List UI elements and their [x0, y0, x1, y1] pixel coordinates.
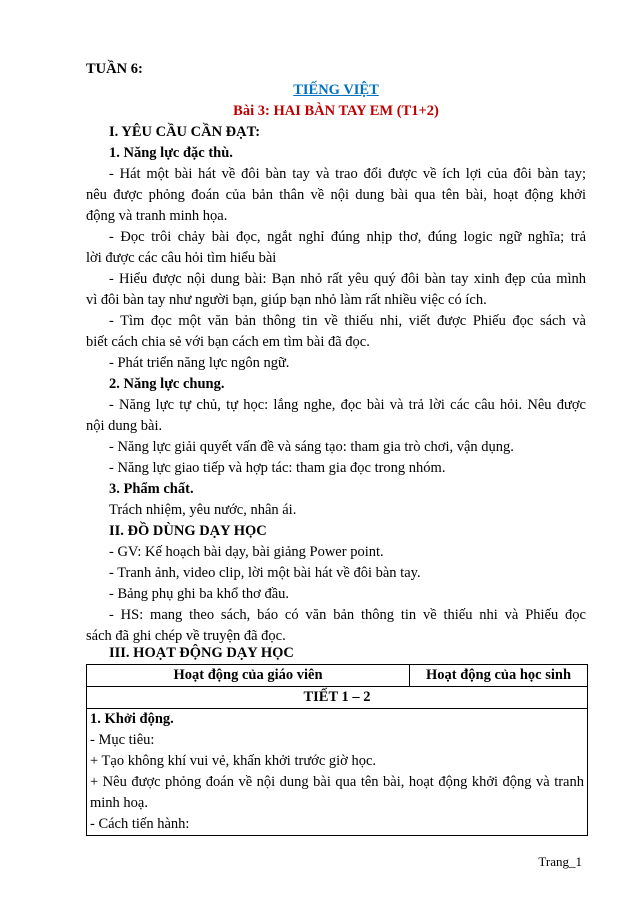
paragraph-line: nêu được phỏng đoán của bản thân về nội dung bài qua tên bài, hoạt động khởi — [86, 187, 586, 203]
activity-table — [86, 664, 588, 836]
paragraph-line: - Năng lực giải quyết vấn đề và sáng tạo: tham gia trò chơi, vận dụng. — [109, 439, 514, 455]
paragraph-line: - Phát triển năng lực ngôn ngữ. — [109, 355, 290, 371]
activity-line: + Nêu được phỏng đoán về nội dung bài qua tên bài, hoạt động khởi động và tranh — [90, 774, 584, 790]
activity-line: - Cách tiến hành: — [90, 816, 190, 832]
paragraph-line: - Năng lực tự chủ, tự học: lắng nghe, đọc bài và trả lời các câu hỏi. Nêu được — [109, 397, 586, 413]
subsection-3-title: 3. Phẩm chất. — [109, 481, 194, 497]
activity-line: minh hoạ. — [90, 795, 148, 811]
section-2-title: II. ĐỒ DÙNG DẠY HỌC — [109, 523, 267, 539]
paragraph-line: - GV: Kế hoạch bài dạy, bài giảng Power point. — [109, 544, 384, 560]
week-heading: TUẦN 6: — [86, 61, 143, 77]
activity-title: 1. Khởi động. — [90, 711, 174, 727]
paragraph-line: - Năng lực giao tiếp và hợp tác: tham gia đọc trong nhóm. — [109, 460, 446, 476]
paragraph-line: Trách nhiệm, yêu nước, nhân ái. — [109, 502, 297, 518]
section-1-title: I. YÊU CẦU CẦN ĐẠT: — [109, 124, 261, 140]
period-cell: TIẾT 1 – 2 — [87, 687, 588, 709]
paragraph-line: - Tìm đọc một văn bản thông tin về thiếu nhi, viết được Phiếu đọc sách và — [109, 313, 586, 329]
paragraph-line: biết cách chia sẻ với bạn cách em tìm bài đã đọc. — [86, 334, 370, 350]
paragraph-line: vì đôi bàn tay như người bạn, giúp bạn nhỏ làm rất nhiều việc có ích. — [86, 292, 487, 308]
paragraph-line: - Đọc trôi chảy bài đọc, ngắt nghỉ đúng nhịp thơ, đúng logic ngữ nghĩa; trả — [109, 229, 586, 245]
teacher-column-header: Hoạt động của giáo viên — [87, 665, 410, 687]
activity-cell — [87, 709, 588, 836]
subsection-2-title: 2. Năng lực chung. — [109, 376, 225, 392]
table-row — [87, 709, 588, 836]
paragraph-line: - Tranh ảnh, video clip, lời một bài hát về đôi bàn tay. — [109, 565, 421, 581]
student-column-header: Hoạt động của học sinh — [410, 665, 588, 687]
table-row — [87, 687, 588, 709]
paragraph-line: lời được các câu hỏi tìm hiểu bài — [86, 250, 277, 266]
table-header-row — [87, 665, 588, 687]
paragraph-line: - Hát một bài hát về đôi bàn tay và trao đổi được về ích lợi của đôi bàn tay; — [109, 166, 586, 182]
subject-title: TIẾNG VIỆT — [293, 82, 379, 98]
activity-line: + Tạo không khí vui vẻ, khấn khởi trước giờ học. — [90, 753, 377, 769]
page-number: Trang_1 — [538, 854, 582, 869]
paragraph-line: - HS: mang theo sách, báo có văn bản thông tin về thiếu nhi và Phiếu đọc — [109, 607, 586, 623]
section-3-title: III. HOẠT ĐỘNG DẠY HỌC — [109, 645, 294, 661]
paragraph-line: - Bảng phụ ghi ba khổ thơ đầu. — [109, 586, 290, 602]
subsection-1-title: 1. Năng lực đặc thù. — [109, 145, 233, 161]
lesson-title: Bài 3: HAI BÀN TAY EM (T1+2) — [233, 103, 439, 119]
activity-line: - Mục tiêu: — [90, 732, 155, 748]
paragraph-line: động và tranh minh họa. — [86, 208, 228, 224]
paragraph-line: nội dung bài. — [86, 418, 163, 434]
paragraph-line: sách đã ghi chép về truyện đã đọc. — [86, 628, 286, 644]
paragraph-line: - Hiểu được nội dung bài: Bạn nhỏ rất yêu quý đôi bàn tay xinh đẹp của mình — [109, 271, 586, 287]
